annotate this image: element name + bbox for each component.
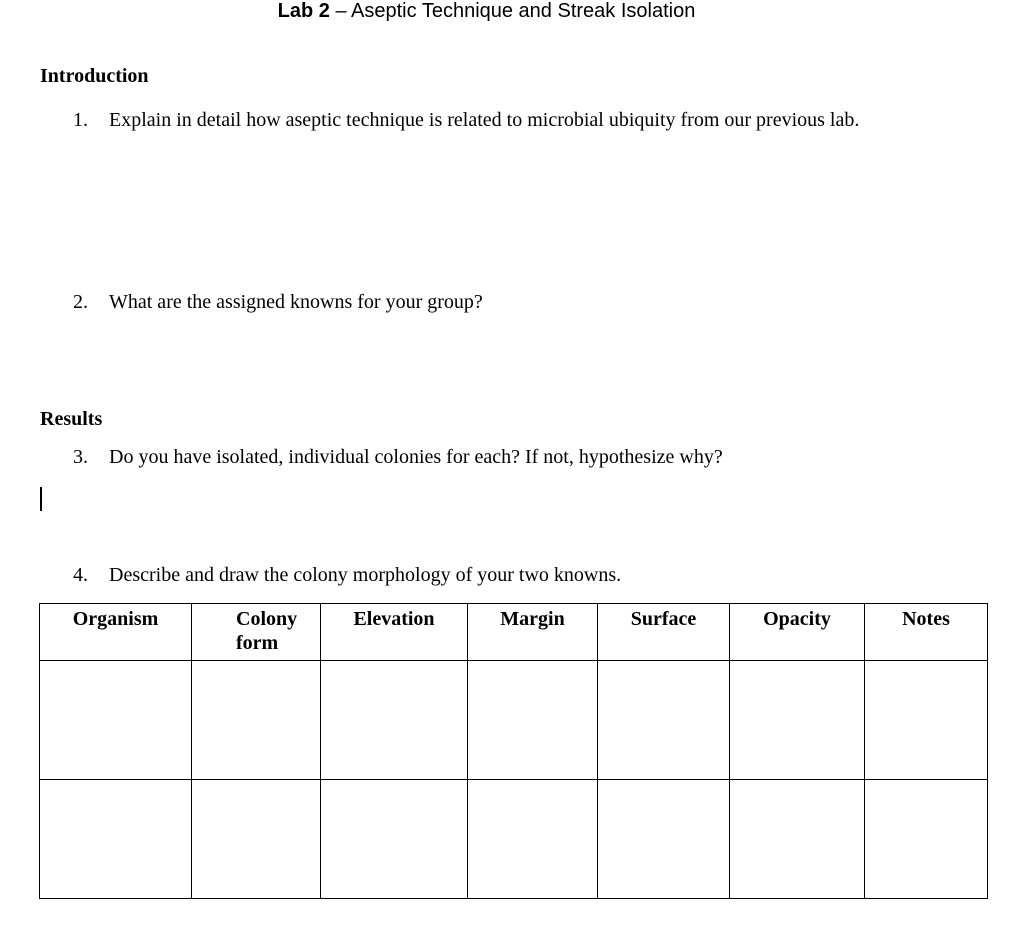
question-4 (73, 562, 933, 588)
table-cell[interactable] (468, 661, 598, 780)
question-number: 2. (73, 291, 88, 313)
question-text: What are the assigned knowns for your group? (109, 291, 483, 313)
table-cell[interactable] (468, 780, 598, 899)
table-cell[interactable] (40, 661, 192, 780)
table-cell[interactable] (321, 661, 468, 780)
header-opacity: Opacity (730, 604, 865, 661)
question-number: 4. (73, 564, 88, 586)
question-text: Describe and draw the colony morphology of your two knowns. (109, 564, 622, 586)
question-2 (73, 289, 933, 315)
table-cell[interactable] (598, 661, 730, 780)
table-row (40, 780, 988, 899)
text-cursor[interactable] (40, 487, 42, 511)
table-cell[interactable] (192, 780, 321, 899)
table-cell[interactable] (730, 661, 865, 780)
table-cell[interactable] (865, 780, 988, 899)
document-title (0, 0, 973, 22)
title-text: – Aseptic Technique and Streak Isolation (329, 0, 696, 22)
section-heading-introduction: Introduction (40, 65, 149, 87)
table-row (40, 661, 988, 780)
table-header-row (40, 604, 988, 661)
section-heading-results: Results (40, 408, 103, 430)
table-cell[interactable] (598, 780, 730, 899)
header-colony-form: Colony form (192, 604, 321, 661)
table-cell[interactable] (40, 780, 192, 899)
colony-morphology-table (39, 603, 988, 899)
question-number: 1. (73, 109, 88, 131)
header-margin: Margin (468, 604, 598, 661)
header-notes: Notes (865, 604, 988, 661)
table-cell[interactable] (865, 661, 988, 780)
table-cell[interactable] (321, 780, 468, 899)
question-number: 3. (73, 446, 88, 468)
header-surface: Surface (598, 604, 730, 661)
table-cell[interactable] (192, 661, 321, 780)
title-lab-number: Lab 2 (277, 0, 330, 22)
table-cell[interactable] (730, 780, 865, 899)
question-1 (73, 107, 933, 133)
question-3 (73, 444, 933, 470)
header-elevation: Elevation (321, 604, 468, 661)
question-text: Do you have isolated, individual colonies for each? If not, hypothesize why? (109, 446, 723, 468)
header-organism: Organism (40, 604, 192, 661)
question-text: Explain in detail how aseptic technique is related to microbial ubiquity from our previous lab. (109, 109, 860, 131)
